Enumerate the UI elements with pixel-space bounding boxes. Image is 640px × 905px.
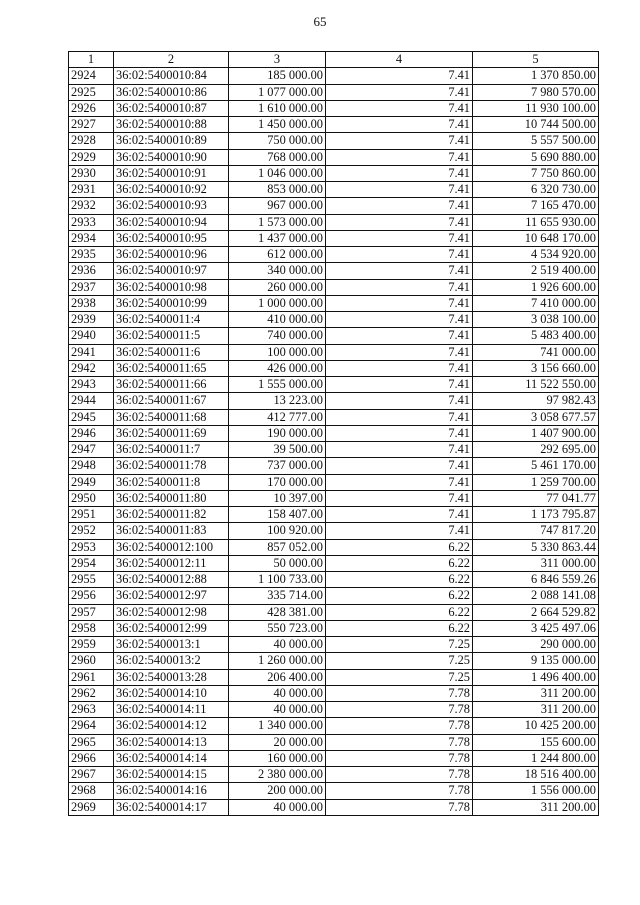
cadastral-number-cell: 36:02:5400013:2 — [114, 653, 229, 669]
value-cell: 10 425 200.00 — [473, 718, 599, 734]
value-cell: 77 041.77 — [473, 490, 599, 506]
cadastral-number-cell: 36:02:5400012:98 — [114, 604, 229, 620]
data-table — [68, 51, 599, 816]
row-number-cell: 2956 — [69, 588, 114, 604]
area-cell: 13 223.00 — [229, 393, 326, 409]
row-number-cell: 2937 — [69, 279, 114, 295]
row-number-cell: 2949 — [69, 474, 114, 490]
table-row — [69, 149, 599, 165]
cadastral-number-cell: 36:02:5400011:67 — [114, 393, 229, 409]
area-cell: 200 000.00 — [229, 783, 326, 799]
table-row — [69, 377, 599, 393]
table-row — [69, 799, 599, 815]
value-cell: 97 982.43 — [473, 393, 599, 409]
table-row — [69, 750, 599, 766]
row-number-cell: 2942 — [69, 360, 114, 376]
value-cell: 5 483 400.00 — [473, 328, 599, 344]
table-row — [69, 344, 599, 360]
rate-cell: 7.41 — [326, 133, 473, 149]
row-number-cell: 2959 — [69, 637, 114, 653]
cadastral-number-cell: 36:02:5400014:14 — [114, 750, 229, 766]
table-row — [69, 490, 599, 506]
area-cell: 426 000.00 — [229, 360, 326, 376]
value-cell: 6 320 730.00 — [473, 182, 599, 198]
table-row — [69, 182, 599, 198]
area-cell: 158 407.00 — [229, 507, 326, 523]
area-cell: 1 555 000.00 — [229, 377, 326, 393]
row-number-cell: 2969 — [69, 799, 114, 815]
row-number-cell: 2958 — [69, 620, 114, 636]
row-number-cell: 2961 — [69, 669, 114, 685]
row-number-cell: 2947 — [69, 442, 114, 458]
cadastral-number-cell: 36:02:5400011:65 — [114, 360, 229, 376]
rate-cell: 7.41 — [326, 409, 473, 425]
row-number-cell: 2946 — [69, 425, 114, 441]
rate-cell: 7.25 — [326, 669, 473, 685]
table-header-row — [69, 52, 599, 68]
rate-cell: 7.78 — [326, 783, 473, 799]
rate-cell: 7.78 — [326, 718, 473, 734]
row-number-cell: 2926 — [69, 100, 114, 116]
area-cell: 750 000.00 — [229, 133, 326, 149]
area-cell: 550 723.00 — [229, 620, 326, 636]
area-cell: 40 000.00 — [229, 637, 326, 653]
cadastral-number-cell: 36:02:5400014:11 — [114, 702, 229, 718]
value-cell: 3 156 660.00 — [473, 360, 599, 376]
rate-cell: 6.22 — [326, 572, 473, 588]
rate-cell: 7.78 — [326, 767, 473, 783]
area-cell: 857 052.00 — [229, 539, 326, 555]
value-cell: 2 088 141.08 — [473, 588, 599, 604]
value-cell: 1 926 600.00 — [473, 279, 599, 295]
table-row — [69, 165, 599, 181]
rate-cell: 7.41 — [326, 360, 473, 376]
cadastral-number-cell: 36:02:5400012:11 — [114, 555, 229, 571]
cadastral-number-cell: 36:02:5400012:100 — [114, 539, 229, 555]
area-cell: 40 000.00 — [229, 685, 326, 701]
rate-cell: 6.22 — [326, 588, 473, 604]
row-number-cell: 2966 — [69, 750, 114, 766]
area-cell: 40 000.00 — [229, 799, 326, 815]
area-cell: 1 077 000.00 — [229, 84, 326, 100]
cadastral-number-cell: 36:02:5400011:7 — [114, 442, 229, 458]
page-number: 65 — [313, 14, 327, 29]
cadastral-number-cell: 36:02:5400014:12 — [114, 718, 229, 734]
area-cell: 428 381.00 — [229, 604, 326, 620]
table-row — [69, 68, 599, 84]
table-row — [69, 312, 599, 328]
value-cell: 7 410 000.00 — [473, 295, 599, 311]
row-number-cell: 2948 — [69, 458, 114, 474]
cadastral-number-cell: 36:02:5400011:4 — [114, 312, 229, 328]
rate-cell: 7.41 — [326, 312, 473, 328]
rate-cell: 7.41 — [326, 393, 473, 409]
value-cell: 18 516 400.00 — [473, 767, 599, 783]
area-cell: 1 610 000.00 — [229, 100, 326, 116]
cadastral-number-cell: 36:02:5400010:99 — [114, 295, 229, 311]
cadastral-number-cell: 36:02:5400010:97 — [114, 263, 229, 279]
area-cell: 612 000.00 — [229, 247, 326, 263]
row-number-cell: 2962 — [69, 685, 114, 701]
rate-cell: 7.25 — [326, 653, 473, 669]
cadastral-number-cell: 36:02:5400010:84 — [114, 68, 229, 84]
table-row — [69, 588, 599, 604]
value-cell: 7 750 860.00 — [473, 165, 599, 181]
row-number-cell: 2945 — [69, 409, 114, 425]
area-cell: 185 000.00 — [229, 68, 326, 84]
value-cell: 1 556 000.00 — [473, 783, 599, 799]
rate-cell: 7.78 — [326, 799, 473, 815]
rate-cell: 7.41 — [326, 295, 473, 311]
value-cell: 1 407 900.00 — [473, 425, 599, 441]
area-cell: 335 714.00 — [229, 588, 326, 604]
rate-cell: 7.41 — [326, 68, 473, 84]
rate-cell: 7.41 — [326, 182, 473, 198]
value-cell: 10 648 170.00 — [473, 230, 599, 246]
value-cell: 741 000.00 — [473, 344, 599, 360]
value-cell: 11 655 930.00 — [473, 214, 599, 230]
cadastral-number-cell: 36:02:5400010:93 — [114, 198, 229, 214]
cadastral-number-cell: 36:02:5400011:5 — [114, 328, 229, 344]
value-cell: 3 038 100.00 — [473, 312, 599, 328]
rate-cell: 7.41 — [326, 165, 473, 181]
table-row — [69, 474, 599, 490]
value-cell: 9 135 000.00 — [473, 653, 599, 669]
cadastral-number-cell: 36:02:5400014:15 — [114, 767, 229, 783]
rate-cell: 7.41 — [326, 523, 473, 539]
table-row — [69, 539, 599, 555]
cadastral-number-cell: 36:02:5400010:96 — [114, 247, 229, 263]
area-cell: 1 000 000.00 — [229, 295, 326, 311]
cadastral-number-cell: 36:02:5400013:1 — [114, 637, 229, 653]
rate-cell: 7.41 — [326, 263, 473, 279]
table-row — [69, 214, 599, 230]
area-cell: 1 450 000.00 — [229, 117, 326, 133]
rate-cell: 7.25 — [326, 637, 473, 653]
table-row — [69, 247, 599, 263]
table-row — [69, 133, 599, 149]
table-row — [69, 442, 599, 458]
value-cell: 7 980 570.00 — [473, 84, 599, 100]
table-row — [69, 100, 599, 116]
cadastral-number-cell: 36:02:5400013:28 — [114, 669, 229, 685]
value-cell: 311 200.00 — [473, 685, 599, 701]
value-cell: 7 165 470.00 — [473, 198, 599, 214]
value-cell: 4 534 920.00 — [473, 247, 599, 263]
cadastral-number-cell: 36:02:5400011:78 — [114, 458, 229, 474]
column-header: 1 — [69, 52, 114, 68]
area-cell: 740 000.00 — [229, 328, 326, 344]
row-number-cell: 2955 — [69, 572, 114, 588]
cadastral-number-cell: 36:02:5400010:88 — [114, 117, 229, 133]
row-number-cell: 2929 — [69, 149, 114, 165]
rate-cell: 7.41 — [326, 198, 473, 214]
area-cell: 39 500.00 — [229, 442, 326, 458]
column-header: 2 — [114, 52, 229, 68]
rate-cell: 7.41 — [326, 214, 473, 230]
row-number-cell: 2957 — [69, 604, 114, 620]
cadastral-number-cell: 36:02:5400014:16 — [114, 783, 229, 799]
value-cell: 311 200.00 — [473, 799, 599, 815]
table-row — [69, 230, 599, 246]
cadastral-number-cell: 36:02:5400010:98 — [114, 279, 229, 295]
cadastral-number-cell: 36:02:5400011:82 — [114, 507, 229, 523]
row-number-cell: 2924 — [69, 68, 114, 84]
rate-cell: 6.22 — [326, 539, 473, 555]
value-cell: 10 744 500.00 — [473, 117, 599, 133]
table-row — [69, 84, 599, 100]
area-cell: 50 000.00 — [229, 555, 326, 571]
area-cell: 410 000.00 — [229, 312, 326, 328]
area-cell: 20 000.00 — [229, 734, 326, 750]
table-row — [69, 555, 599, 571]
rate-cell: 7.41 — [326, 490, 473, 506]
cadastral-number-cell: 36:02:5400011:68 — [114, 409, 229, 425]
rate-cell: 7.41 — [326, 117, 473, 133]
value-cell: 1 496 400.00 — [473, 669, 599, 685]
rate-cell: 7.41 — [326, 328, 473, 344]
cadastral-number-cell: 36:02:5400014:17 — [114, 799, 229, 815]
rate-cell: 7.41 — [326, 247, 473, 263]
table-row — [69, 507, 599, 523]
row-number-cell: 2952 — [69, 523, 114, 539]
rate-cell: 7.41 — [326, 344, 473, 360]
column-header: 3 — [229, 52, 326, 68]
area-cell: 40 000.00 — [229, 702, 326, 718]
rate-cell: 7.41 — [326, 474, 473, 490]
value-cell: 5 330 863.44 — [473, 539, 599, 555]
value-cell: 311 200.00 — [473, 702, 599, 718]
table-row — [69, 572, 599, 588]
value-cell: 311 000.00 — [473, 555, 599, 571]
row-number-cell: 2953 — [69, 539, 114, 555]
row-number-cell: 2963 — [69, 702, 114, 718]
value-cell: 11 930 100.00 — [473, 100, 599, 116]
area-cell: 100 000.00 — [229, 344, 326, 360]
cadastral-number-cell: 36:02:5400012:97 — [114, 588, 229, 604]
rate-cell: 6.22 — [326, 604, 473, 620]
area-cell: 10 397.00 — [229, 490, 326, 506]
value-cell: 1 370 850.00 — [473, 68, 599, 84]
rate-cell: 7.41 — [326, 230, 473, 246]
area-cell: 170 000.00 — [229, 474, 326, 490]
area-cell: 853 000.00 — [229, 182, 326, 198]
table-row — [69, 360, 599, 376]
value-cell: 11 522 550.00 — [473, 377, 599, 393]
table-row — [69, 767, 599, 783]
cadastral-number-cell: 36:02:5400010:92 — [114, 182, 229, 198]
value-cell: 290 000.00 — [473, 637, 599, 653]
row-number-cell: 2938 — [69, 295, 114, 311]
table-row — [69, 458, 599, 474]
table-row — [69, 279, 599, 295]
row-number-cell: 2932 — [69, 198, 114, 214]
cadastral-number-cell: 36:02:5400010:95 — [114, 230, 229, 246]
table-row — [69, 295, 599, 311]
row-number-cell: 2934 — [69, 230, 114, 246]
row-number-cell: 2950 — [69, 490, 114, 506]
table-row — [69, 523, 599, 539]
cadastral-number-cell: 36:02:5400010:90 — [114, 149, 229, 165]
table-row — [69, 734, 599, 750]
table-row — [69, 637, 599, 653]
area-cell: 100 920.00 — [229, 523, 326, 539]
column-header: 5 — [473, 52, 599, 68]
area-cell: 1 573 000.00 — [229, 214, 326, 230]
row-number-cell: 2931 — [69, 182, 114, 198]
table-row — [69, 198, 599, 214]
value-cell: 747 817.20 — [473, 523, 599, 539]
area-cell: 190 000.00 — [229, 425, 326, 441]
value-cell: 5 461 170.00 — [473, 458, 599, 474]
row-number-cell: 2933 — [69, 214, 114, 230]
rate-cell: 7.41 — [326, 84, 473, 100]
value-cell: 5 690 880.00 — [473, 149, 599, 165]
cadastral-number-cell: 36:02:5400010:94 — [114, 214, 229, 230]
cadastral-number-cell: 36:02:5400010:89 — [114, 133, 229, 149]
rate-cell: 6.22 — [326, 555, 473, 571]
area-cell: 1 437 000.00 — [229, 230, 326, 246]
area-cell: 412 777.00 — [229, 409, 326, 425]
area-cell: 1 340 000.00 — [229, 718, 326, 734]
row-number-cell: 2941 — [69, 344, 114, 360]
row-number-cell: 2965 — [69, 734, 114, 750]
row-number-cell: 2928 — [69, 133, 114, 149]
cadastral-number-cell: 36:02:5400010:86 — [114, 84, 229, 100]
rate-cell: 7.78 — [326, 702, 473, 718]
area-cell: 967 000.00 — [229, 198, 326, 214]
area-cell: 768 000.00 — [229, 149, 326, 165]
cadastral-number-cell: 36:02:5400011:8 — [114, 474, 229, 490]
value-cell: 1 173 795.87 — [473, 507, 599, 523]
value-cell: 292 695.00 — [473, 442, 599, 458]
table-row — [69, 117, 599, 133]
area-cell: 260 000.00 — [229, 279, 326, 295]
cadastral-number-cell: 36:02:5400011:69 — [114, 425, 229, 441]
value-cell: 3 058 677.57 — [473, 409, 599, 425]
table-row — [69, 393, 599, 409]
table-row — [69, 263, 599, 279]
table-body — [69, 68, 599, 816]
cadastral-number-cell: 36:02:5400010:91 — [114, 165, 229, 181]
value-cell: 1 244 800.00 — [473, 750, 599, 766]
row-number-cell: 2935 — [69, 247, 114, 263]
row-number-cell: 2925 — [69, 84, 114, 100]
cadastral-number-cell: 36:02:5400011:80 — [114, 490, 229, 506]
table-row — [69, 653, 599, 669]
rate-cell: 7.78 — [326, 685, 473, 701]
row-number-cell: 2951 — [69, 507, 114, 523]
area-cell: 160 000.00 — [229, 750, 326, 766]
cadastral-number-cell: 36:02:5400014:10 — [114, 685, 229, 701]
table-row — [69, 409, 599, 425]
value-cell: 1 259 700.00 — [473, 474, 599, 490]
table-row — [69, 425, 599, 441]
value-cell: 5 557 500.00 — [473, 133, 599, 149]
area-cell: 1 260 000.00 — [229, 653, 326, 669]
rate-cell: 7.41 — [326, 507, 473, 523]
cadastral-number-cell: 36:02:5400011:83 — [114, 523, 229, 539]
rate-cell: 7.41 — [326, 442, 473, 458]
table-row — [69, 685, 599, 701]
row-number-cell: 2944 — [69, 393, 114, 409]
rate-cell: 6.22 — [326, 620, 473, 636]
row-number-cell: 2968 — [69, 783, 114, 799]
column-header: 4 — [326, 52, 473, 68]
cadastral-number-cell: 36:02:5400011:6 — [114, 344, 229, 360]
table-row — [69, 702, 599, 718]
rate-cell: 7.78 — [326, 750, 473, 766]
value-cell: 155 600.00 — [473, 734, 599, 750]
area-cell: 1 100 733.00 — [229, 572, 326, 588]
row-number-cell: 2936 — [69, 263, 114, 279]
area-cell: 340 000.00 — [229, 263, 326, 279]
table-row — [69, 328, 599, 344]
table-row — [69, 620, 599, 636]
table-row — [69, 783, 599, 799]
value-cell: 6 846 559.26 — [473, 572, 599, 588]
row-number-cell: 2960 — [69, 653, 114, 669]
cadastral-number-cell: 36:02:5400012:88 — [114, 572, 229, 588]
table-row — [69, 669, 599, 685]
row-number-cell: 2939 — [69, 312, 114, 328]
cadastral-number-cell: 36:02:5400010:87 — [114, 100, 229, 116]
cadastral-number-cell: 36:02:5400012:99 — [114, 620, 229, 636]
row-number-cell: 2964 — [69, 718, 114, 734]
row-number-cell: 2927 — [69, 117, 114, 133]
rate-cell: 7.41 — [326, 279, 473, 295]
rate-cell: 7.41 — [326, 149, 473, 165]
table-row — [69, 718, 599, 734]
area-cell: 1 046 000.00 — [229, 165, 326, 181]
value-cell: 2 519 400.00 — [473, 263, 599, 279]
value-cell: 3 425 497.06 — [473, 620, 599, 636]
row-number-cell: 2930 — [69, 165, 114, 181]
rate-cell: 7.41 — [326, 377, 473, 393]
row-number-cell: 2954 — [69, 555, 114, 571]
area-cell: 206 400.00 — [229, 669, 326, 685]
row-number-cell: 2940 — [69, 328, 114, 344]
rate-cell: 7.78 — [326, 734, 473, 750]
value-cell: 2 664 529.82 — [473, 604, 599, 620]
area-cell: 2 380 000.00 — [229, 767, 326, 783]
cadastral-number-cell: 36:02:5400014:13 — [114, 734, 229, 750]
table-row — [69, 604, 599, 620]
rate-cell: 7.41 — [326, 458, 473, 474]
area-cell: 737 000.00 — [229, 458, 326, 474]
rate-cell: 7.41 — [326, 100, 473, 116]
cadastral-number-cell: 36:02:5400011:66 — [114, 377, 229, 393]
row-number-cell: 2967 — [69, 767, 114, 783]
rate-cell: 7.41 — [326, 425, 473, 441]
row-number-cell: 2943 — [69, 377, 114, 393]
